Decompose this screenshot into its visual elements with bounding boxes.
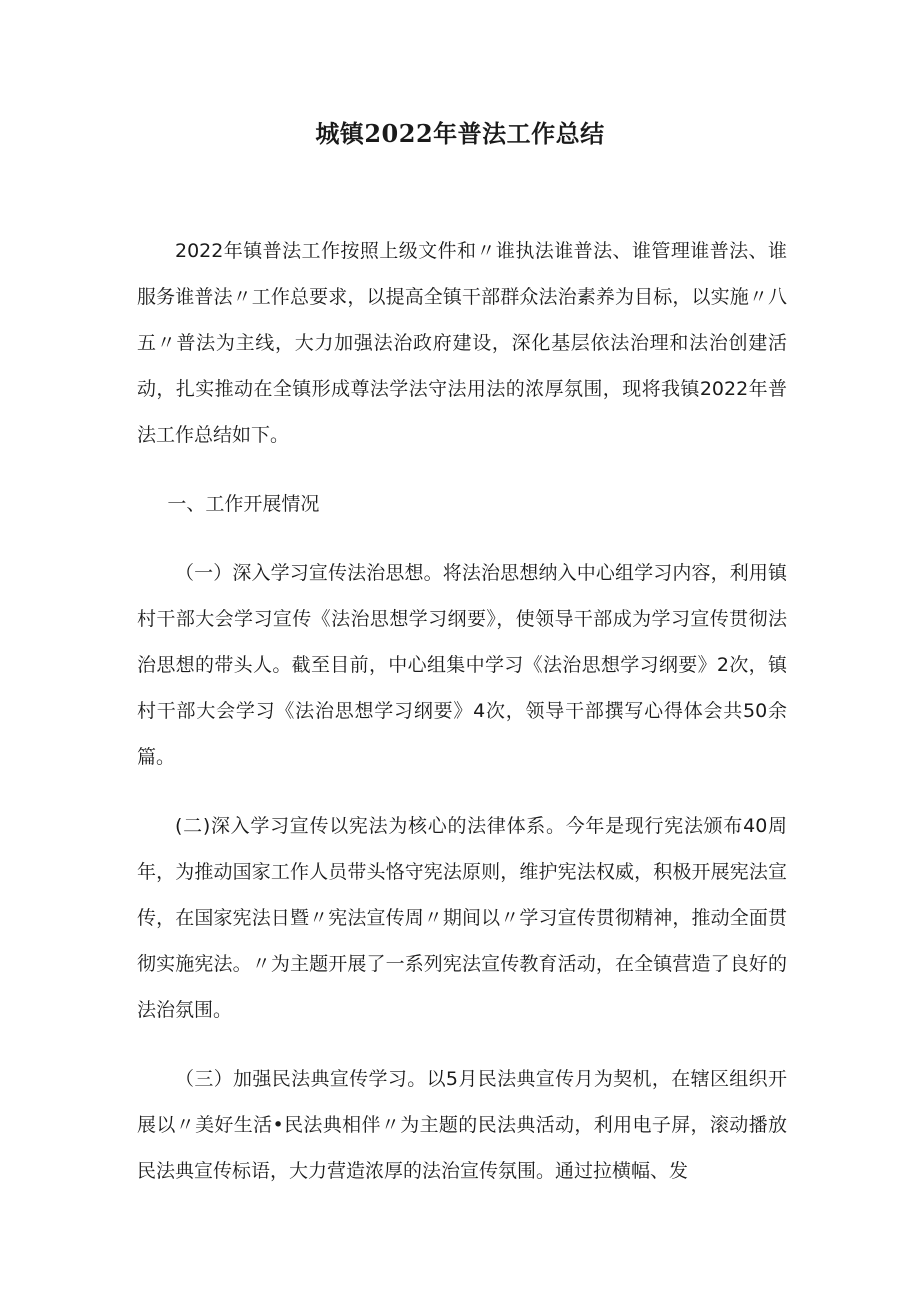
- section-heading: 一、工作开展情况: [167, 493, 320, 515]
- document-title: 城镇2022年普法工作总结: [315, 119, 605, 148]
- subsection-1-paragraph: （一）深入学习宣传法治思想。将法治思想纳入中心组学习内容，利用镇村干部大会学习宣传《法治思想学习纲要》，使领导干部成为学习宣传贯彻法治思想的带头人。截至目前，中心组集中学习《法治思想学习纲要》2次，镇村干部大会学习《法治思想学习纲要》4次，领导干部撰写心得体会共50余篇。: [137, 562, 787, 768]
- intro-paragraph: 2022年镇普法工作按照上级文件和〃谁执法谁普法、谁管理谁普法、谁服务谁普法〃工作总要求，以提高全镇干部群众法治素养为目标，以实施〃八五〃普法为主线，大力加强法治政府建设，深化基层依法治理和法治创建活动，扎实推动在全镇形成尊法学法守法用法的浓厚氛围，现将我镇2022年普法工作总结如下。: [137, 240, 787, 446]
- subsection-3-paragraph: （三）加强民法典宣传学习。以5月民法典宣传月为契机，在辖区组织开展以〃美好生活•民法典相伴〃为主题的民法典活动，利用电子屏，滚动播放民法典宣传标语，大力营造浓厚的法治宣传氛围。通过拉横幅、发: [137, 1068, 787, 1182]
- subsection-2-paragraph: (二)深入学习宣传以宪法为核心的法律体系。今年是现行宪法颁布40周年，为推动国家工作人员带头恪守宪法原则，维护宪法权威，积极开展宪法宣传，在国家宪法日暨〃宪法宣传周〃期间以〃学习宣传贯彻精神，推动全面贯彻实施宪法。〃为主题开展了一系列宪法宣传教育活动，在全镇营造了良好的法治氛围。: [137, 815, 787, 1021]
- document-body: [137, 228, 787, 1217]
